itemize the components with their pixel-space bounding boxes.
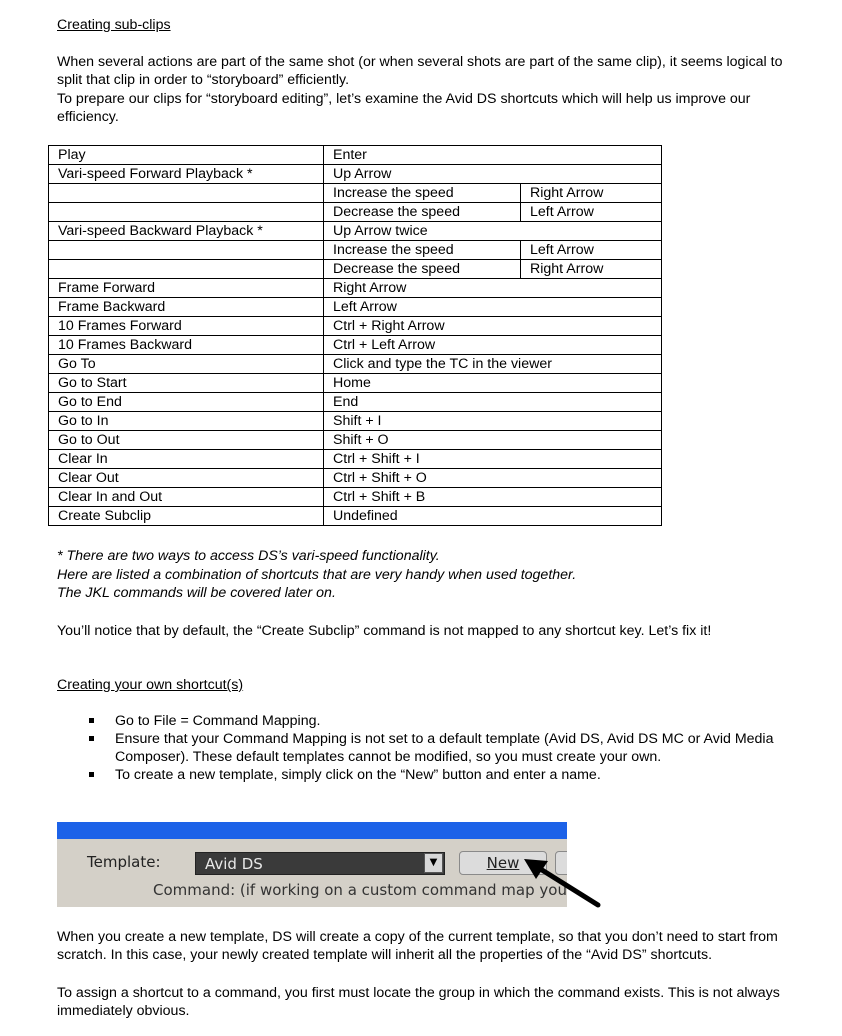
list-item-text: Go to File = Command Mapping.	[115, 713, 321, 729]
key-cell: Right Arrow	[521, 184, 662, 203]
shortcut-cell: Ctrl + Shift + O	[324, 469, 662, 488]
instruction-list	[86, 712, 786, 784]
bullet-square-icon	[89, 772, 94, 777]
shortcut-cell: Home	[324, 374, 662, 393]
shortcut-cell: Increase the speed	[324, 241, 521, 260]
action-cell: Clear Out	[49, 469, 324, 488]
action-cell: 10 Frames Forward	[49, 317, 324, 336]
template-select[interactable]	[195, 852, 445, 875]
template-label: Template:	[87, 853, 161, 871]
table-row	[49, 355, 662, 374]
action-cell	[49, 203, 324, 222]
table-row	[49, 279, 662, 298]
list-item	[86, 712, 786, 730]
table-row	[49, 165, 662, 184]
table-row	[49, 412, 662, 431]
action-cell: Play	[49, 146, 324, 165]
section-heading-shortcuts: Creating your own shortcut(s)	[57, 677, 244, 693]
key-cell: Left Arrow	[521, 203, 662, 222]
action-cell: Go To	[49, 355, 324, 374]
shortcut-cell: Shift + O	[324, 431, 662, 450]
title-bar	[57, 822, 567, 839]
bullet-square-icon	[89, 718, 94, 723]
action-cell	[49, 184, 324, 203]
action-cell: Frame Backward	[49, 298, 324, 317]
command-mapping-screenshot	[57, 822, 567, 907]
bullet-square-icon	[89, 736, 94, 741]
note-line-3: The JKL commands will be covered later on.	[57, 585, 336, 601]
action-cell	[49, 260, 324, 279]
table-row	[49, 469, 662, 488]
action-cell: Go to In	[49, 412, 324, 431]
list-item-text: To create a new template, simply click on the “New” button and enter a name.	[115, 767, 601, 783]
table-row	[49, 184, 662, 203]
shortcut-cell: Enter	[324, 146, 662, 165]
prepare-paragraph: To prepare our clips for “storyboard editing”, let’s examine the Avid DS shortcuts which will help us improve our efficiency.	[57, 91, 751, 125]
table-row	[49, 336, 662, 355]
table-row	[49, 260, 662, 279]
shortcut-cell: Increase the speed	[324, 184, 521, 203]
shortcut-cell: Click and type the TC in the viewer	[324, 355, 662, 374]
shortcut-cell: Ctrl + Shift + B	[324, 488, 662, 507]
action-cell: Vari-speed Forward Playback *	[49, 165, 324, 184]
shortcut-cell: Ctrl + Right Arrow	[324, 317, 662, 336]
list-item	[86, 730, 786, 766]
shortcut-cell: Up Arrow twice	[324, 222, 662, 241]
action-cell: Create Subclip	[49, 507, 324, 526]
table-row	[49, 146, 662, 165]
action-cell: Go to End	[49, 393, 324, 412]
table-row	[49, 203, 662, 222]
table-row	[49, 222, 662, 241]
table-row	[49, 450, 662, 469]
notice-paragraph: You’ll notice that by default, the “Create Subclip” command is not mapped to any shortcut key. Let’s fix it!	[57, 623, 712, 639]
shortcut-cell: Left Arrow	[324, 298, 662, 317]
table-row	[49, 507, 662, 526]
list-item-text: Ensure that your Command Mapping is not set to a default template (Avid DS, Avid DS MC or Avid Media Composer). These default templates cannot be modified, so you must create your own.	[115, 731, 774, 765]
key-cell: Right Arrow	[521, 260, 662, 279]
action-cell	[49, 241, 324, 260]
intro-paragraph: When several actions are part of the same shot (or when several shots are part of the same clip), it seems logical to split that clip in order to “storyboard” efficiently.	[57, 54, 783, 88]
shortcut-cell: Up Arrow	[324, 165, 662, 184]
shortcut-cell: Undefined	[324, 507, 662, 526]
new-button-label: New	[486, 854, 520, 872]
table-row	[49, 374, 662, 393]
closing-paragraph-2: To assign a shortcut to a command, you first must locate the group in which the command exists. This is not always immediately obvious.	[57, 985, 780, 1019]
shortcut-cell: Shift + I	[324, 412, 662, 431]
key-cell: Left Arrow	[521, 241, 662, 260]
action-cell: Clear In	[49, 450, 324, 469]
list-item	[86, 766, 786, 784]
shortcut-cell: End	[324, 393, 662, 412]
table-row	[49, 488, 662, 507]
table-row	[49, 298, 662, 317]
note-line-1: * There are two ways to access DS’s vari-speed functionality.	[57, 548, 440, 564]
action-cell: Clear In and Out	[49, 488, 324, 507]
template-select-value: Avid DS	[205, 855, 263, 873]
shortcut-table	[48, 145, 662, 526]
shortcut-cell: Decrease the speed	[324, 203, 521, 222]
table-row	[49, 431, 662, 450]
shortcut-cell: Ctrl + Shift + I	[324, 450, 662, 469]
table-row	[49, 241, 662, 260]
section-heading-sub-clips: Creating sub-clips	[57, 17, 171, 33]
shortcut-cell: Ctrl + Left Arrow	[324, 336, 662, 355]
action-cell: Go to Start	[49, 374, 324, 393]
action-cell: 10 Frames Backward	[49, 336, 324, 355]
shortcut-cell: Decrease the speed	[324, 260, 521, 279]
closing-paragraph-1: When you create a new template, DS will create a copy of the current template, so that you don’t need to start from scratch. In this case, your newly created template will inherit all the properties of the “Avid DS” shortcuts.	[57, 929, 778, 963]
action-cell: Vari-speed Backward Playback *	[49, 222, 324, 241]
triangle-down-icon[interactable]: ▼	[424, 853, 443, 873]
table-row	[49, 317, 662, 336]
command-label: Command: (if working on a custom command map you	[153, 881, 567, 899]
table-row	[49, 393, 662, 412]
pointer-arrow-icon	[520, 855, 602, 910]
note-line-2: Here are listed a combination of shortcuts that are very handy when used together.	[57, 567, 577, 583]
action-cell: Go to Out	[49, 431, 324, 450]
shortcut-cell: Right Arrow	[324, 279, 662, 298]
action-cell: Frame Forward	[49, 279, 324, 298]
